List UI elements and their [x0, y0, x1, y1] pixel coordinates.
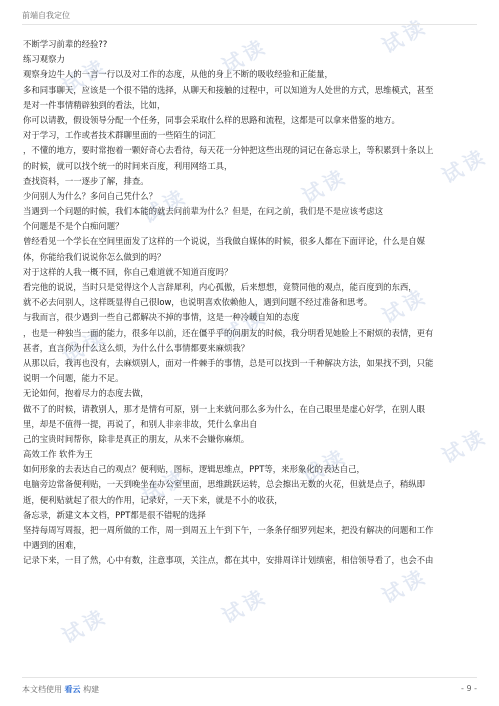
page-footer [22, 684, 477, 696]
watermark: 试读 [377, 13, 432, 59]
text-line: ，也是一种独当一面的能力，很多年以前，还在僵乎乎的问朋友的时候，我分明看见她脸上不耐烦的表情，更有 [23, 327, 434, 338]
document-body [23, 37, 477, 569]
text-line: 做不了的时候，请教别人，那才是情有可原，别一上来就问那么多为什么，在自己眼里是虚心好学，在别人眼 [23, 403, 425, 414]
watermark: 试读 [217, 33, 272, 79]
text-line: 甚者，直言你为什么这么烦，为什么什么事情都要来麻烦我？ [23, 342, 250, 353]
watermark: 试读 [377, 563, 432, 609]
text-line: 记录下来，一目了然，心中有数，注意事项，关注点，都在其中，安排周详计划缜密，相信领导看了，也会不由 [23, 555, 434, 566]
text-line: 少问别人为什么？多问自己凭什么？ [23, 190, 157, 201]
brand-link[interactable]: 看云 [64, 685, 81, 694]
header-divider [22, 24, 477, 25]
text-line: 的时候，就可以找个统一的时间来百度，利用网络工具， [23, 160, 233, 171]
text-line: 里，却是不值得一提，再说了，和别人非亲非故，凭什么拿出自 [23, 418, 258, 429]
text-line: 电脑旁边常备便利贴，一天到晚坐在办公室里面，思维跳跃运转，总会擦出无数的火花，但就是点子，稍纵即 [23, 479, 425, 490]
text-line: 就不必去问别人，这样既显得自己很low，也说明喜欢依赖他人，遇到问题不经过准备和思考。 [23, 297, 373, 308]
watermark: 试读 [57, 323, 112, 369]
text-line: 当遇到一个问题的时候，我们本能的就去问前辈为什么？但是，在问之前，我们是不是应该考虑这 [23, 206, 384, 217]
text-line: 中遇到的困难， [23, 540, 82, 551]
watermark: 试读 [377, 283, 432, 329]
text-line: 己的宝贵时间帮你，除非是真正的朋友，从来不会嫌你麻烦。 [23, 433, 250, 444]
text-line: 从那以后，我再也没有，去麻烦别人，面对一件棘手的事情，总是可以找到一千种解决方法，如果找不到，只能 [23, 357, 434, 368]
text-line: 说明一个问题，能力不足。 [23, 373, 124, 384]
text-line: ，不懂的地方，要时常抱着一颗好奇心去看待，每天花一分钟把这些出现的词记在备忘录上，等积累到十条以上 [23, 145, 434, 156]
text-line: 如何形象的去表达自己的观点？便利贴，图标，逻辑思维点，PPT等，来形象化的表达自己， [23, 464, 365, 475]
watermark: 试读 [57, 603, 112, 649]
watermark: 试读 [297, 163, 352, 209]
page-header-title: 前端自我定位 [22, 11, 70, 20]
text-line: 查找资料，一一逐步了解，排查。 [23, 175, 149, 186]
text-line: 你可以请教，假设领导分配一个任务，同事会采取什么样的思路和流程，这都是可以拿来借鉴的地方。 [23, 114, 400, 125]
text-line: 对于学习，工作或者技术群聊里面的一些陌生的词汇 [23, 130, 216, 141]
watermark: 试读 [217, 303, 272, 349]
text-line: 练习观察力 [23, 54, 65, 65]
watermark: 试读 [297, 443, 352, 489]
text-line: 对于这样的人我一概不回，你自己难道就不知道百度吗？ [23, 266, 233, 277]
text-line: 高效工作 软件为王 [23, 449, 93, 460]
text-line: 无论如何，抱着尽力的态度去做， [23, 388, 149, 399]
watermark: 试读 [437, 143, 492, 189]
watermark: 试读 [57, 53, 112, 99]
watermark: 试读 [437, 423, 492, 469]
text-line: 看完他的说说，当时只是觉得这个人言辞犀利，内心孤傲，后来想想，竟赞同他的观点，能百度到的东西， [23, 282, 417, 292]
text-line: 观察身边牛人的一言一行以及对工作的态度，从他的身上不断的吸收经验和正能量， [23, 69, 333, 80]
footer-prefix: 本文档使用 [22, 685, 65, 694]
footer-credit [22, 684, 99, 695]
text-line: 个问题是不是个白痴问题？ [23, 221, 124, 232]
watermark: 试读 [217, 583, 272, 629]
watermark: 试读 [137, 463, 192, 509]
text-line: 逝，便利贴就起了很大的作用，记录好，一天下来，就是不小的收获， [23, 494, 283, 505]
text-line: 曾经看见一个学长在空间里面发了这样的一个说说，当我做自媒体的时候，很多人都在下面评论，什么是自媒 [23, 236, 425, 247]
text-line: 备忘录，新建文本文档，PPT都是很不错呢的选择 [23, 509, 206, 520]
watermark: 试读 [137, 183, 192, 229]
text-line: 多和同事聊天，应该是一个很不错的选择，从聊天和接触的过程中，可以知道为人处世的方式，思维模式，甚至 [23, 84, 434, 95]
text-line: 体，你能给我们说说你怎么做到的吗？ [23, 251, 166, 262]
text-line: 坚持每周写周报，把一周所做的工作，周一到周五上午到下午，一条条仔细罗列起来，把没有解决的问题和工作 [23, 525, 434, 535]
text-line: 是对一件事情精辟独到的看法，比如， [23, 99, 166, 110]
text-line: 与我而言，很少遇到一些自己都解决不掉的事情，这是一种冷暖自知的态度 [23, 312, 300, 323]
text-line: 不断学习前辈的经验?? [23, 39, 108, 49]
footer-suffix: 构建 [80, 685, 100, 694]
page-number: - 9 - [461, 684, 477, 693]
footer-divider [22, 677, 477, 678]
